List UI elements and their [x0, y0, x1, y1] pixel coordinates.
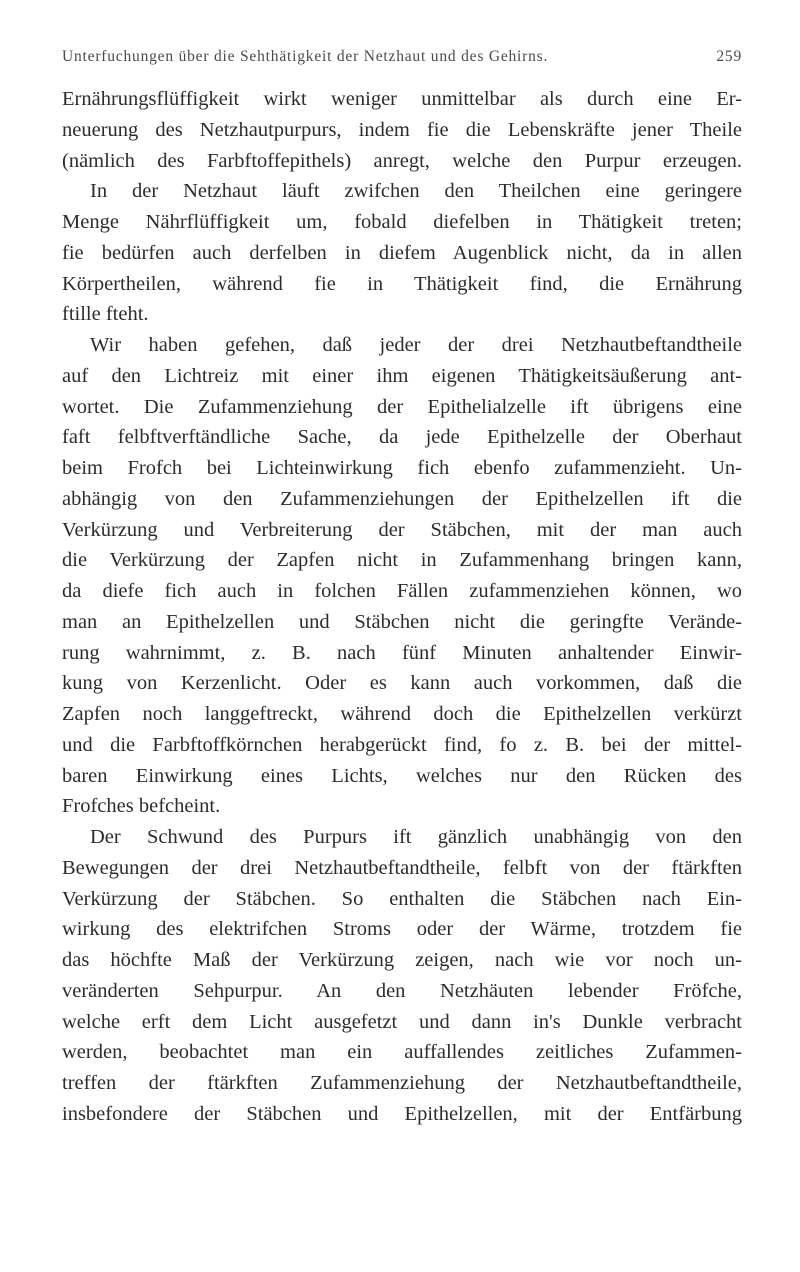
text-line: fie bedürfen auch derfelben in diefem Augenblick nicht, da in allen: [62, 241, 742, 264]
text-line: Frofches befcheint.: [62, 795, 221, 818]
text-line: Verkürzung der Stäbchen. So enthalten die Stäbchen nach Ein-: [62, 887, 742, 910]
text-line: kung von Kerzenlicht. Oder es kann auch vorkommen, daß die: [62, 672, 742, 695]
running-head: [62, 48, 742, 72]
text-line: Menge Nährflüffigkeit um, fobald diefelben in Thätigkeit treten;: [62, 211, 742, 233]
text-line: man an Epithelzellen und Stäbchen nicht die geringfte Verände-: [62, 610, 742, 633]
text-line: neuerung des Netzhautpurpurs, indem fie die Lebenskräfte jener Theile: [62, 118, 742, 141]
text-line: ftille fteht.: [62, 303, 149, 326]
text-line: werden, beobachtet man ein auffallendes zeitliches Zufammen-: [62, 1041, 742, 1064]
text-line: welche erft dem Licht ausgefetzt und dann in's Dunkle verbracht: [62, 1010, 742, 1033]
text-line: die Verkürzung der Zapfen nicht in Zufammenhang bringen kann,: [62, 549, 742, 572]
running-title: Unterfuchungen über die Sehthätigkeit der Netzhaut und des Gehirns.: [62, 48, 549, 65]
text-line: In der Netzhaut läuft zwifchen den Theilchen eine geringere: [90, 180, 742, 203]
text-line: da diefe fich auch in folchen Fällen zufammenziehen können, wo: [62, 580, 742, 602]
text-line: abhängig von den Zufammenziehungen der Epithelzellen ift die: [62, 487, 742, 510]
text-line: rung wahrnimmt, z. B. nach fünf Minuten anhaltender Einwir-: [62, 641, 742, 664]
text-line: auf den Lichtreiz mit einer ihm eigenen Thätigkeitsäußerung ant-: [62, 364, 742, 387]
text-line: Bewegungen der drei Netzhautbeftandtheile, felbft von der ftärkften: [62, 856, 742, 879]
text-line: faft felbftverftändliche Sache, da jede Epithelzelle der Oberhaut: [62, 426, 742, 449]
text-line: Zapfen noch langgeftreckt, während doch die Epithelzellen verkürzt: [62, 703, 742, 725]
text-line: Ernährungsflüffigkeit wirkt weniger unmittelbar als durch eine Er-: [62, 88, 742, 110]
text-line: (nämlich des Farbftoffepithels) anregt, welche den Purpur erzeugen.: [62, 149, 742, 172]
text-line: beim Frofch bei Lichteinwirkung fich ebenfo zufammenzieht. Un-: [62, 457, 742, 479]
text-line: Körpertheilen, während fie in Thätigkeit find, die Ernährung: [62, 272, 742, 295]
text-line: veränderten Sehpurpur. An den Netzhäuten lebender Fröfche,: [62, 979, 742, 1002]
text-line: insbefondere der Stäbchen und Epithelzellen, mit der Entfärbung: [62, 1102, 742, 1125]
text-line: wortet. Die Zufammenziehung der Epithelialzelle ift übrigens eine: [62, 395, 742, 418]
text-line: und die Farbftoffkörnchen herabgerückt find, fo z. B. bei der mittel-: [62, 733, 742, 756]
text-line: Verkürzung und Verbreiterung der Stäbchen, mit der man auch: [62, 518, 742, 541]
page-number: 259: [716, 48, 742, 65]
body-text: [62, 84, 742, 1130]
text-line: wirkung des elektrifchen Stroms oder der Wärme, trotzdem fie: [62, 918, 742, 941]
text-line: das höchfte Maß der Verkürzung zeigen, nach wie vor noch un-: [62, 949, 742, 971]
text-line: baren Einwirkung eines Lichts, welches nur den Rücken des: [62, 764, 742, 787]
text-line: treffen der ftärkften Zufammenziehung der Netzhautbeftandtheile,: [62, 1072, 742, 1094]
text-line: Der Schwund des Purpurs ift gänzlich unabhängig von den: [90, 826, 742, 848]
text-line: Wir haben gefehen, daß jeder der drei Netzhautbeftandtheile: [90, 334, 742, 356]
